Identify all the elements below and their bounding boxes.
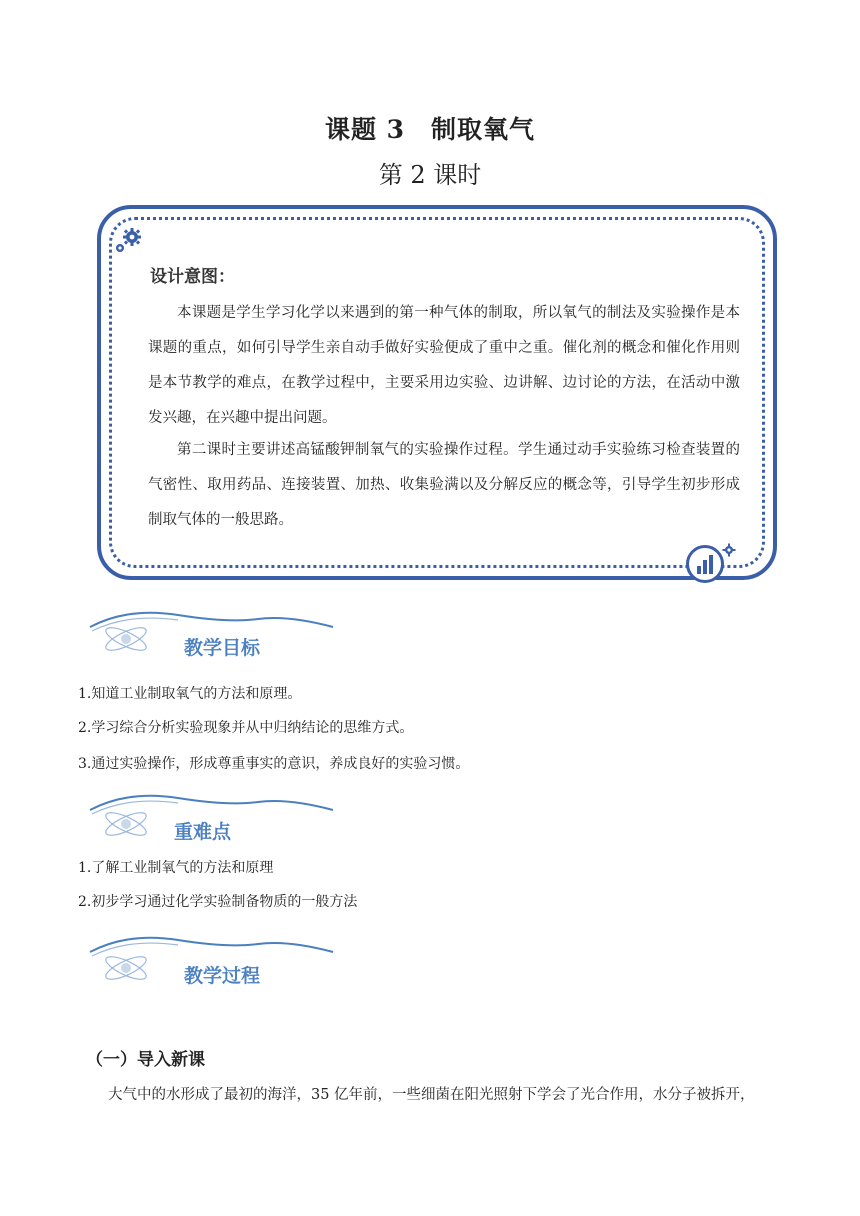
gear-icon: [112, 226, 144, 256]
design-intent-paragraph: 本课题是学生学习化学以来遇到的第一种气体的制取，所以氧气的制法及实验操作是本课题的重点，如何引导学生亲自动手做好实验便成了重中之重。催化剂的概念和催化作用则是本节教学的难点，在教学过程中，主要采用边实验、边讲解、边讨论的方法，在活动中激发兴趣，在兴趣中提出问题。: [148, 305, 740, 426]
design-intent-heading: 设计意图：: [150, 267, 235, 287]
design-intent-paragraph: 第二课时主要讲述高锰酸钾制氧气的实验操作过程。学生通过动手实验练习检查装置的气密性、取用药品、连接装置、加热、收集验满以及分解反应的概念等，引导学生初步形成制取气体的一般思路。: [148, 442, 740, 528]
part-heading: （一）导入新课: [86, 1050, 205, 1070]
body-paragraph: 大气中的水形成了最初的海洋，35 亿年前，一些细菌在阳光照射下学会了光合作用，水分子被拆开，: [108, 1087, 755, 1103]
objective-item: 3.通过实验操作，形成尊重事实的意识，养成良好的实验习惯。: [78, 756, 470, 772]
page-subtitle: 第 2 课时: [378, 161, 482, 189]
keypoint-item: 1.了解工业制氧气的方法和原理: [78, 860, 274, 876]
objective-item: 1.知道工业制取氧气的方法和原理。: [78, 686, 302, 702]
keypoint-item: 2.初步学习通过化学实验制备物质的一般方法: [78, 894, 358, 910]
page-title: 课题 3 制取氧气: [324, 115, 536, 144]
section-title-objectives: 教学目标: [184, 637, 261, 659]
gear-icon: [722, 543, 736, 557]
section-title-keypoints: 重难点: [174, 821, 232, 843]
objective-item: 2.学习综合分析实验现象并从中归纳结论的思维方式。: [78, 720, 414, 736]
section-title-process: 教学过程: [184, 965, 261, 987]
bar-chart-icon: [686, 545, 724, 583]
